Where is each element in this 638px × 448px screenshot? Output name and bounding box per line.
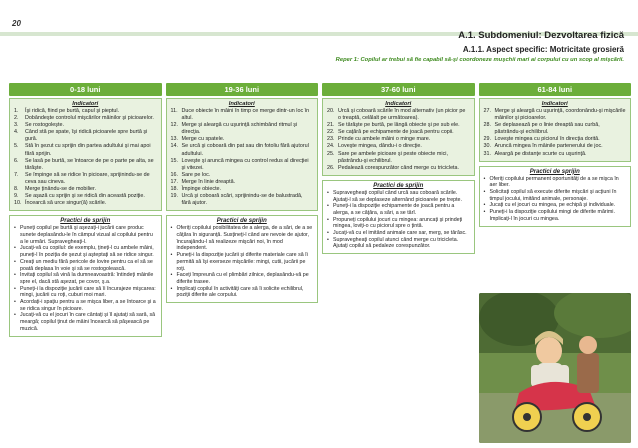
indicator-item: [171, 143, 314, 157]
practice-item: [14, 286, 157, 299]
practice-text: Puneţi-i la dispoziţie echipamente de joacă pentru a alerga, a se căţăra, a sări, a se târî.: [333, 203, 455, 216]
indicator-item: [171, 172, 314, 179]
indicator-item: [327, 151, 470, 165]
indicator-number: 20.: [327, 108, 335, 114]
practice-text: Implicaţi copilul în activităţi care să îi solicite echilibrul, poziţii diferite ale corpului.: [176, 285, 304, 299]
indicator-item: [484, 151, 627, 158]
aspect-title: A.1.1. Aspect specific: Motricitate grosieră: [462, 45, 624, 54]
indicator-item: [14, 186, 157, 193]
bullet-icon: •: [14, 258, 16, 265]
practices-box: [9, 215, 162, 336]
indicator-text: Dobândeşte controlul mişcărilor mâinilor şi picioarelor.: [25, 115, 154, 122]
indicators-title: Indicatori: [228, 101, 255, 107]
practices-box: [479, 166, 632, 227]
practice-text: Supravegheaţi copilul când urcă sau coboară scările. Ajutaţi-l să se deplaseze alternând picioarele pe trepte.: [333, 189, 462, 203]
practice-text: Supravegheaţi copilul atunci când merge cu tricicleta. Ajutaţi copilul să pedaleze corespunzător.: [333, 236, 459, 250]
indicator-item: [14, 129, 157, 143]
indicator-text: Loveşte mingea cu piciorul în direcţia dorită.: [494, 136, 600, 143]
indicator-text: Când stă pe spate, îşi ridică picioarele spre burtă şi gură.: [25, 129, 148, 143]
bullet-icon: •: [483, 175, 486, 182]
bullet-icon: •: [14, 272, 16, 279]
practice-item: [14, 259, 157, 272]
indicator-item: [14, 158, 157, 172]
practice-text: Jucaţi-vă cu copilul: de exemplu, ţineţi-l cu ambele mâini, puneţi-l în poziţia de şezut şi aşteptaţi să se ridice singur.: [20, 245, 154, 259]
indicator-text: Loveşte mingea, dându-i o direcţie.: [338, 143, 422, 150]
indicator-item: [14, 200, 157, 207]
indicator-text: Se urcă şi coboară din pat sau din fotoliu fără ajutorul adultului.: [181, 143, 309, 157]
practices-title: Practici de sprijin: [216, 218, 267, 225]
indicator-number: 12.: [170, 122, 178, 129]
bullet-icon: •: [483, 209, 486, 216]
bullet-icon: •: [14, 285, 16, 292]
practice-item: [14, 312, 157, 332]
indicator-number: 25.: [327, 150, 335, 157]
indicator-number: 8.: [14, 186, 19, 193]
indicator-text: Urcă şi coboară scările în mod alternativ (un picior pe o treaptă, celălalt pe următoarea).: [338, 108, 466, 122]
practice-text: Puneţi-i la dispoziţie jucării şi diferite materiale care să îi permită să îşi exerseze mişcările: mingi, cutii, jucării pe roţi.: [176, 252, 308, 272]
practices-list: [14, 225, 157, 332]
indicator-number: 29.: [483, 136, 491, 143]
indicators-title: Indicatori: [385, 101, 412, 107]
indicator-text: Prinde cu ambele mâini o minge mare.: [338, 136, 431, 143]
indicator-item: [171, 122, 314, 136]
indicator-number: 5.: [14, 143, 19, 150]
indicator-number: 11.: [170, 108, 178, 114]
indicator-number: 23.: [327, 136, 335, 143]
indicator-item: [484, 136, 627, 143]
indicator-item: [14, 172, 157, 186]
indicator-number: 1.: [14, 108, 19, 114]
practices-list: [484, 176, 627, 223]
indicator-text: Pedalează corespunzător când merge cu tricicleta.: [338, 164, 460, 171]
practice-item: [171, 225, 314, 252]
indicator-number: 24.: [327, 143, 335, 150]
indicator-text: Se aşază cu sprijin şi se ridică din această poziţie.: [25, 193, 145, 200]
practice-item: [171, 286, 314, 299]
indicator-number: 7.: [14, 171, 19, 178]
reper-text: Reper 1: Copilul ar trebui să fie capabil să-şi coordoneze muşchii mari ai corpului cu un scop al mişcării.: [335, 57, 624, 63]
age-column: [166, 83, 319, 443]
indicator-item: [14, 115, 157, 122]
indicator-text: Merge cu spatele.: [181, 136, 225, 143]
indicator-number: 15.: [170, 157, 178, 164]
indicator-item: [484, 108, 627, 122]
indicator-number: 2.: [14, 115, 19, 122]
indicator-number: 31.: [483, 150, 491, 157]
bullet-icon: •: [327, 203, 329, 210]
bullet-icon: •: [14, 299, 16, 306]
practice-text: Solicitaţi copilul să execute diferite mişcări şi acţiuni în timpul jocului, imitând animale, personaje.: [489, 189, 617, 202]
practice-text: Jucaţi-vă cu el jocuri în care cântaţi şi îl ajutaţi să sară, să meargă; copilul ţinut de mâini încearcă să păşească pe muzică.: [20, 312, 156, 332]
indicator-text: Îşi ridică, fiind pe burtă, capul şi pieptul.: [25, 108, 120, 114]
indicator-item: [327, 122, 470, 129]
age-column: [479, 83, 632, 443]
indicator-item: [14, 143, 157, 157]
indicator-text: Încearcă să urce singur(ă) scările.: [25, 200, 107, 207]
indicators-list: [171, 108, 314, 207]
age-tab: 61-84 luni: [479, 83, 632, 96]
indicator-text: Merge în linie dreaptă.: [181, 178, 236, 185]
bullet-icon: •: [14, 225, 16, 232]
indicator-number: 16.: [170, 171, 178, 178]
practice-text: Jucaţi-vă cu el imitând animale care sar, merg, se târăsc.: [333, 230, 467, 237]
page-number: 20: [12, 19, 21, 28]
age-tab: 0-18 luni: [9, 83, 162, 96]
practice-item: [327, 190, 470, 203]
age-column: [9, 83, 162, 443]
indicators-list: [484, 108, 627, 158]
indicator-item: [14, 108, 157, 115]
indicator-text: Se rostogoleşte.: [25, 122, 64, 129]
practice-item: [14, 272, 157, 285]
indicator-number: 28.: [483, 122, 491, 129]
indicators-box: [9, 98, 162, 211]
bullet-icon: •: [327, 216, 329, 223]
indicator-number: 14.: [170, 143, 178, 150]
indicator-text: Urcă şi coboară scări, sprijinindu-se de balustradă, fără ajutor.: [181, 193, 303, 207]
indicator-number: 26.: [327, 164, 335, 171]
indicator-text: Aleargă pe distanţe scurte cu uşurinţă.: [494, 150, 587, 157]
practice-text: Faceţi împreună cu el plimbări zilnice, deplasându-vă pe diferite trasee.: [176, 272, 309, 285]
practices-box: [166, 215, 319, 303]
practices-title: Practici de sprijin: [60, 218, 111, 225]
bullet-icon: •: [327, 189, 329, 196]
indicator-item: [327, 108, 470, 122]
indicator-item: [171, 158, 314, 172]
practice-text: Propuneţi copilului jocuri cu mingea: aruncaţi şi prindeţi mingea, loviţi-o cu piciorul spre o ţintă.: [333, 216, 463, 230]
bullet-icon: •: [14, 312, 16, 319]
indicator-text: Merge ţinându-se de mobilier.: [25, 186, 97, 193]
indicator-text: Se împinge să se ridice în picioare, sprijinindu-se de ceva sau cineva.: [25, 171, 150, 185]
indicator-item: [327, 136, 470, 143]
age-column: [322, 83, 475, 443]
practice-item: [327, 237, 470, 250]
indicator-number: 17.: [170, 178, 178, 185]
indicator-item: [327, 129, 470, 136]
practice-item: [484, 202, 627, 209]
practices-box: [322, 180, 475, 254]
indicator-item: [171, 193, 314, 207]
practice-text: Creaţi un mediu fără pericole de lovire pentru ca el să se poată deplasa în voie şi să se rostogolească.: [20, 258, 153, 272]
age-tab: 19-36 luni: [166, 83, 319, 96]
indicator-text: Stă în şezut cu sprijin din partea adultului şi mai apoi fără sprijin.: [25, 143, 151, 157]
indicator-text: Loveşte şi aruncă mingea cu control redus al direcţiei şi vitezei.: [181, 157, 309, 171]
indicator-number: 27.: [483, 108, 491, 114]
indicator-text: Se deplasează pe o linie dreaptă sau curbă, păstrându-şi echilibrul.: [494, 122, 600, 136]
bullet-icon: •: [14, 245, 16, 252]
child-on-tricycle-photo: [479, 293, 632, 443]
indicator-text: Merge şi aleargă cu uşurinţă schimbând ritmul şi direcţia.: [181, 122, 298, 136]
indicator-number: 22.: [327, 129, 335, 136]
indicator-number: 4.: [14, 129, 19, 136]
practice-item: [14, 299, 157, 312]
indicator-text: Merge şi aleargă cu uşurinţă, coordonându-şi mişcările mâinilor şi picioarelor.: [494, 108, 626, 122]
practice-item: [484, 209, 627, 222]
indicator-item: [171, 179, 314, 186]
indicator-item: [484, 122, 627, 136]
practice-text: Oferiţi copilului permanent oportunităţi de a se mişca în aer liber.: [489, 175, 619, 189]
practice-item: [484, 189, 627, 202]
indicator-item: [171, 108, 314, 122]
indicator-number: 9.: [14, 193, 19, 200]
indicator-number: 6.: [14, 157, 19, 164]
practice-item: [171, 252, 314, 272]
bullet-icon: •: [170, 285, 173, 292]
indicator-item: [327, 143, 470, 150]
age-columns: [9, 83, 631, 443]
indicator-text: Se lasă pe burtă, se întoarce de pe o parte pe alta, se târăşte.: [25, 157, 154, 171]
indicator-text: Duce obiecte în mâini în timp ce merge dintr-un loc în altul.: [181, 108, 310, 122]
practice-text: Puneţi-i la dispoziţie jucării care să îi încurajeze mişcarea: mingi, jucării cu roţi, cuburi moi mari.: [20, 285, 156, 299]
bullet-icon: •: [327, 236, 329, 243]
practices-list: [327, 190, 470, 250]
subdomain-title: A.1. Subdomeniul: Dezvoltarea fizică: [458, 30, 624, 41]
practice-text: Puneţi-i la dispoziţie copilului mingi de diferite mărimi. Implicaţi-l în jocuri cu mingea.: [489, 209, 615, 222]
practice-text: Invitaţi copilul să vină la dumneavoastră: întindeţi mâinile spre el, dacă stă aşezat, pe covor, ş.a.: [20, 272, 154, 285]
indicator-text: Se târăşte pe burtă, pe lângă obiecte şi pe sub ele.: [338, 122, 460, 129]
indicator-item: [171, 186, 314, 193]
indicator-number: 10.: [14, 200, 22, 207]
indicator-number: 3.: [14, 122, 19, 129]
indicator-item: [484, 143, 627, 150]
indicator-number: 13.: [170, 136, 178, 143]
indicator-text: Aruncă mingea în mâinile partenerului de joc.: [494, 143, 603, 150]
age-tab: 37-60 luni: [322, 83, 475, 96]
practices-list: [171, 225, 314, 299]
indicator-number: 30.: [483, 143, 491, 150]
indicator-text: Împinge obiecte.: [181, 186, 222, 193]
indicator-text: Sare pe loc.: [181, 171, 211, 178]
practices-title: Practici de sprijin: [373, 182, 424, 189]
bullet-icon: •: [170, 225, 173, 232]
indicator-text: Sare pe ambele picioare şi peste obiecte mici, păstrându-şi echilibrul.: [338, 150, 448, 164]
practice-text: Jucaţi cu el jocuri cu mingea, pe echipă şi individuale.: [489, 202, 616, 209]
indicator-number: 21.: [327, 122, 335, 129]
practice-text: Acordaţi-i spaţiu pentru a se mişca liber, a se întoarce şi a se ridica singur în picioare.: [20, 299, 156, 312]
practice-item: [171, 272, 314, 285]
practice-item: [327, 230, 470, 237]
indicators-box: [322, 98, 475, 176]
practice-text: Puneţi copilul pe burtă şi aşezaţi-i jucării care produc sunete deplasându-le în câmpul vizual al copilului pentru a le urmări. Supravegheaţi-l.: [20, 225, 153, 245]
practice-item: [484, 176, 627, 189]
practices-title: Practici de sprijin: [529, 168, 580, 175]
practice-item: [14, 245, 157, 258]
practice-text: Oferiţi copilului posibilitatea de a alerga, de a sări, de a se căţăra în siguranţă. Susţineţi-l când are nevoie de ajutor, încurajându-l să realizeze mişcări noi, în mod independent.: [176, 225, 313, 252]
indicators-box: [479, 98, 632, 162]
practice-item: [327, 203, 470, 216]
photo-illustration: [479, 293, 632, 443]
practice-item: [14, 225, 157, 245]
bullet-icon: •: [170, 272, 173, 279]
indicator-item: [327, 165, 470, 172]
practice-item: [327, 217, 470, 230]
bullet-icon: •: [327, 230, 329, 237]
indicators-list: [327, 108, 470, 172]
bullet-icon: •: [170, 252, 173, 259]
indicator-item: [14, 122, 157, 129]
indicator-text: Se caţără pe echipamente de joacă pentru copii.: [338, 129, 454, 136]
indicator-item: [171, 136, 314, 143]
indicator-number: 18.: [170, 186, 178, 193]
bullet-icon: •: [483, 202, 486, 209]
indicators-title: Indicatori: [72, 101, 99, 107]
indicators-list: [14, 108, 157, 207]
indicators-title: Indicatori: [541, 101, 568, 107]
bullet-icon: •: [483, 189, 486, 196]
indicator-number: 19.: [170, 193, 178, 200]
indicators-box: [166, 98, 319, 211]
